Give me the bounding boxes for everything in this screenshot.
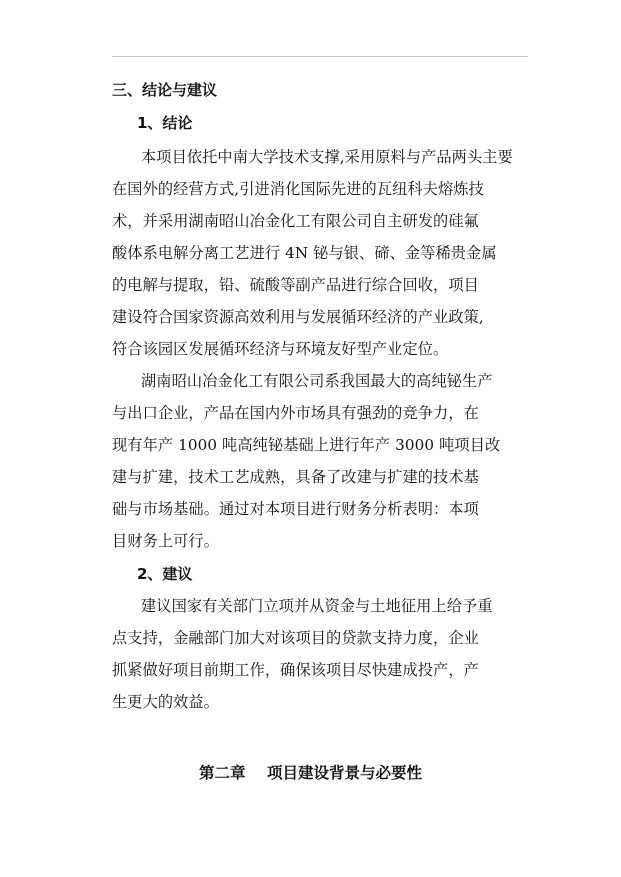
text-line: 建议国家有关部门立项并从资金与土地征用上给予重 bbox=[141, 597, 493, 615]
text-line: 点支持，金融部门加大对该项目的贷款支持力度，企业 bbox=[112, 629, 479, 647]
text-line: 建与扩建，技术工艺成熟，具备了改建与扩建的技术基 bbox=[112, 468, 479, 486]
header-rule bbox=[112, 56, 528, 57]
suggestion-heading: 2、建议 bbox=[137, 565, 193, 583]
suggestion-paragraph bbox=[112, 590, 528, 718]
text-line: 酸体系电解分离工艺进行 4N 铋与银、碲、金等稀贵金属 bbox=[112, 244, 497, 262]
conclusion-paragraph-2 bbox=[112, 365, 528, 557]
text-line: 符合该园区发展循环经济与环境友好型产业定位。 bbox=[112, 340, 449, 358]
text-line: 现有年产 1000 吨高纯铋基础上进行年产 3000 吨项目改 bbox=[112, 436, 501, 454]
conclusion-heading: 1、结论 bbox=[137, 114, 193, 132]
text-line: 建设符合国家资源高效利用与发展循环经济的产业政策, bbox=[112, 308, 484, 326]
text-line: 本项目依托中南大学技术支撑,采用原料与产品两头主要 bbox=[141, 148, 513, 166]
text-line: 的电解与提取，铅、硫酸等副产品进行综合回收，项目 bbox=[112, 276, 479, 294]
document-body bbox=[112, 79, 528, 718]
conclusion-paragraph-1 bbox=[112, 141, 528, 365]
text-line: 目财务上可行。 bbox=[112, 532, 220, 550]
section-title: 三、结论与建议 bbox=[112, 81, 218, 99]
text-line: 湖南昭山冶金化工有限公司系我国最大的高纯铋生产 bbox=[141, 372, 493, 390]
text-line: 生更大的效益。 bbox=[112, 693, 220, 711]
text-line: 与出口企业，产品在国内外市场具有强劲的竞争力，在 bbox=[112, 404, 479, 422]
text-line: 抓紧做好项目前期工作，确保该项目尽快建成投产，产 bbox=[112, 661, 479, 679]
text-line: 在国外的经营方式,引进消化国际先进的瓦纽科夫熔炼技 bbox=[112, 180, 484, 198]
text-line: 术，并采用湖南昭山冶金化工有限公司自主研发的硅氟 bbox=[112, 212, 479, 230]
chapter-title: 第二章 项目建设背景与必要性 bbox=[198, 764, 423, 782]
text-line: 础与市场基础。通过对本项目进行财务分析表明：本项 bbox=[112, 500, 479, 518]
